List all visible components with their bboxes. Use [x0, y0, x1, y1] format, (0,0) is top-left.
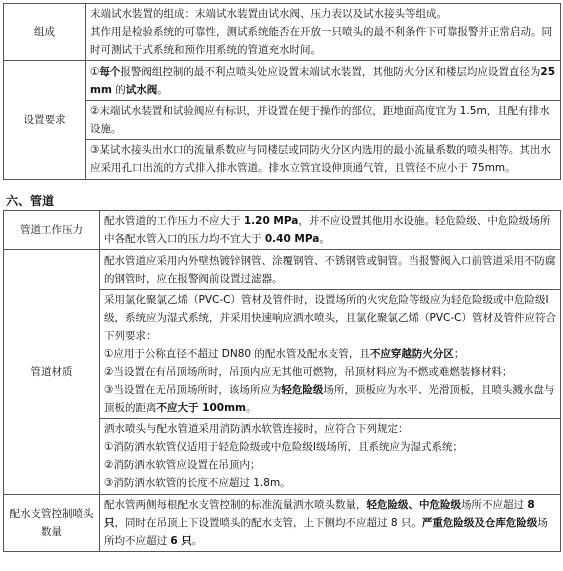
- pressure-cell: [100, 211, 561, 250]
- row-label-setting: 设置要求: [4, 61, 86, 180]
- bold-text: 不应穿越防火分区: [369, 348, 454, 360]
- pipe-table: [3, 210, 561, 552]
- setting-item-2: ②末端试水装置和试验阀应有标识，并设置在便于操作的部位，距地面高度宜为 1.5m，且配有排水设施。: [86, 101, 560, 140]
- material-item-2: [100, 290, 560, 419]
- pvc-intro: 采用氯化聚氯乙烯（PVC-C）管材及管件时，设置场所的火灾危险等级应为轻危险级或中危险级Ⅰ级，系统应为湿式系统，并采用快速响应洒水喷头，且氯化聚氯乙烯（PVC-C）管材及管件应符合下列要求：: [104, 294, 556, 342]
- text-span: 的: [111, 84, 126, 96]
- bold-text: 轻危险级: [281, 384, 324, 396]
- hose-rule-3: ③消防洒水软管的长度不应超过 1.8m。: [104, 477, 291, 489]
- text-span: 配水管两侧每根配水支管控制的标准流量洒水喷头数量，: [104, 499, 367, 511]
- pvc-rule-2: ②当设置在有吊顶场所时，吊顶内应无其他可燃物，吊顶材料应为不燃或难燃装修材料；: [104, 366, 513, 378]
- composition-text-2: 其作用是检验系统的可靠性，测试系统能否在开放一只喷头的最不利条件下可靠报警并正常启动。同时可测试干式系统和预作用系统的管道充水时间。: [90, 26, 552, 56]
- text-span: 配水管道的工作压力不应大于: [104, 215, 241, 227]
- text-span: 。: [319, 233, 330, 245]
- table-row: [4, 4, 561, 61]
- bold-text: 严重危险级及仓库危险级: [421, 517, 538, 529]
- text-span: 报警阀组控制的最不利点喷头处应设置末端试水装置，其他防火分区和楼层均应设置直径为: [120, 66, 541, 78]
- text-span: ，并不应设置其他用水设施。轻危险级、中危险级场所中各配水管入口的压力均不宜大于: [104, 215, 551, 245]
- section-heading: 六、管道: [6, 194, 55, 208]
- text-span: 。: [157, 84, 168, 96]
- row-label-composition: 组成: [4, 4, 86, 61]
- composition-text-1: 末端试水装置的组成：末端试水装置由试水阀、压力表以及试水接头等组成。: [90, 8, 447, 20]
- text-span: ，同时在吊顶上下设置喷头的配水支管，上下侧均不应超过 8 只。: [114, 517, 422, 529]
- bold-text: 0.40 MPa: [264, 233, 320, 245]
- bold-text: 8 只: [104, 499, 535, 529]
- bold-text: 试水阀: [125, 84, 158, 96]
- composition-cell: [86, 4, 561, 61]
- material-item-1: 配水管道应采用内外壁热镀锌钢管、涂覆钢管、不锈钢管或铜管。当报警阀入口前管道采用不防腐的钢管时，应在报警阀前设置过滤器。: [100, 251, 560, 290]
- text-span: ；: [453, 348, 465, 360]
- bold-text: 6 只: [170, 535, 192, 547]
- text-span: 场所，顶板应为水平、光滑顶板，且喷头溅水盘与顶板的距离: [104, 384, 555, 414]
- installation-requirements-table: [3, 3, 561, 180]
- text-span: 。: [191, 535, 203, 547]
- pvc-rule-3: [104, 381, 556, 417]
- material-cell: [100, 250, 561, 495]
- hose-rule-2: ②消防洒水软管应设置在吊顶内；: [104, 459, 261, 471]
- table-row: [4, 211, 561, 250]
- setting-item-1: [86, 62, 560, 101]
- text-span: 场所均不应超过: [104, 517, 548, 547]
- table-row: [4, 495, 561, 552]
- setting-cell: [86, 61, 561, 180]
- pvc-rule-1: [104, 345, 556, 363]
- bold-text: 轻危险级、中危险级: [366, 499, 461, 511]
- item-number: ①: [90, 66, 100, 78]
- hose-rule-1: ①消防洒水软管仅适用于轻危险级或中危险级Ⅰ级场所，且系统应为湿式系统；: [104, 441, 464, 453]
- row-label-pressure: 管道工作压力: [4, 211, 100, 250]
- row-label-material: 管道材质: [4, 250, 100, 495]
- text-span: ③当设置在无吊顶场所时，该场所应为: [104, 384, 282, 396]
- table-row: [4, 61, 561, 180]
- bold-text: 25 mm: [90, 66, 556, 96]
- branch-cell: [100, 495, 561, 552]
- bold-text: 1.20 MPa: [243, 215, 299, 227]
- bold-text: 不应大于 100mm: [156, 402, 246, 414]
- text-span: 。: [245, 402, 257, 414]
- setting-item-3: ③某试水接头出水口的流量系数应与同楼层或同防火分区内选用的最小流量系数的喷头相等。其出水应采用孔口出流的方式排入排水管道。排水立管宜设伸顶通气管，且管径不应小于 75mm。: [90, 144, 551, 174]
- bold-text: 每个: [99, 66, 121, 78]
- text-span: 场所不应超过: [461, 499, 524, 511]
- row-label-branch: 配水支管控制喷头数量: [4, 495, 100, 552]
- table-row: [4, 250, 561, 495]
- hose-intro: 洒水喷头与配水管道采用消防洒水软管连接时，应符合下列规定：: [104, 423, 409, 435]
- material-item-3: [100, 419, 560, 493]
- text-span: ①应用于公称直径不超过 DN80 的配水管及配水支管，且: [104, 348, 370, 360]
